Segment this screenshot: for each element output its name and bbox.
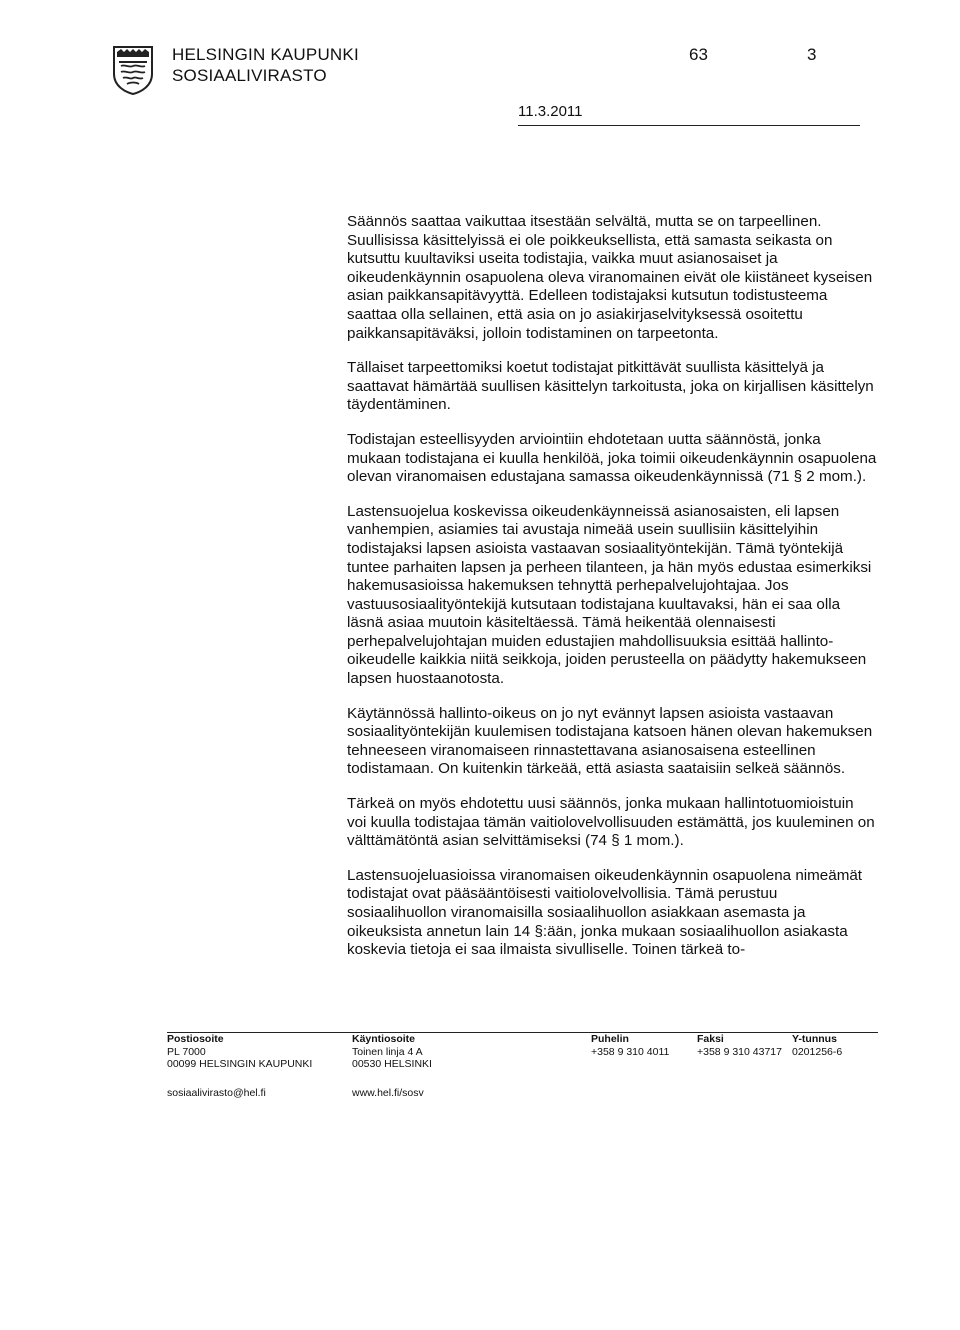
body-paragraph: Käytännössä hallinto-oikeus on jo nyt evännyt lapsen asioista vastaavan sosiaalityöntekijän kuulemisen todistajana katsoen hänen olevan hakemuksen tehneeseen viranomaiseen rinnastettavana asianosaisena esteellinen todistamaan. On kuitenkin tärkeää, että asiasta saataisiin selkeä säännös. <box>347 704 873 778</box>
footer-phone <box>591 1033 669 1058</box>
footer-phone-value: +358 9 310 4011 <box>591 1045 670 1058</box>
footer-visiting-title: Käyntiosoite <box>352 1033 416 1045</box>
footer-visiting-address <box>352 1033 432 1099</box>
footer-business-id-value: 0201256-6 <box>792 1045 843 1058</box>
document-date: 11.3.2011 <box>518 103 583 120</box>
organization-name <box>172 44 359 86</box>
body-paragraph: Tällaiset tarpeettomiksi koetut todistajat pitkittävät suullista käsittelyä ja saattavat hämärtää suullisen käsittelyn tarkoitusta, joka on kirjallisen käsittelyn täydentäminen. <box>347 359 874 414</box>
body-paragraph: Lastensuojelua koskevissa oikeudenkäynneissä asianosaisten, eli lapsen vanhempien, asiamies tai avustaja nimeää usein suullisiin käsittelyihin todistajaksi lapsen asioista vastaavan sosiaalityöntekijän. Tämä työntekijä tuntee parhaiten lapsen ja perheen tilanteen, ja hän myös edustaa esimerkiksi hakemusasioissa hakemuksen tehnyttä perhepalvelujohtajaa. Jos vastuusosiaalityöntekijä kutsutaan todistajana kuultavaksi, hän ei saa olla läsnä asiaa muutoin käsiteltäessä. Tämä heikentää olennaisesti perhepalvelujohtajan muiden edustajien mahdollisuuksia esittää hallinto-oikeudelle kaikkia niitä seikkoja, joiden perusteella on päädytty hakemukseen lapsen huostaanotosta. <box>347 502 872 688</box>
footer-business-id <box>792 1033 842 1058</box>
header-divider <box>518 125 860 126</box>
footer-website: www.hel.fi/sosv <box>352 1086 424 1099</box>
org-department: SOSIAALIVIRASTO <box>172 66 327 85</box>
footer-fax <box>697 1033 782 1058</box>
helsinki-coat-of-arms-icon <box>111 44 155 96</box>
document-number: 63 <box>689 45 708 64</box>
footer-postal-line2: 00099 HELSINGIN KAUPUNKI <box>167 1058 313 1070</box>
body-paragraph: Todistajan esteellisyyden arviointiin ehdotetaan uutta säännöstä, jonka mukaan todistajana ei kuulla henkilöä, joka toimii oikeudenkäynnin osapuolena olevan viranomaisen edustajana samassa oikeudenkäynnissä (71 § 2 mom.). <box>347 430 877 486</box>
footer-fax-value: +358 9 310 43717 <box>697 1045 782 1058</box>
footer-postal-title: Postiosoite <box>167 1033 224 1045</box>
document-body <box>347 213 877 976</box>
footer-business-id-title: Y-tunnus <box>792 1033 837 1045</box>
footer-postal-line1: PL 7000 <box>167 1045 206 1058</box>
footer-visiting-line1: Toinen linja 4 A <box>352 1045 423 1058</box>
page-number: 3 <box>807 45 817 64</box>
body-paragraph: Säännös saattaa vaikuttaa itsestään selvältä, mutta se on tarpeellinen. Suullisissa käsittelyissä ei ole poikkeuksellista, että samasta seikasta on kutsuttu kuultaviksi useita todistajia, vaikka muut asianosaiset ja oikeudenkäynnin osapuolena oleva viranomainen eivät ole kiistäneet kyseisen asian paikkansapitävyyttä. Edelleen todistajaksi kutsutun todistusteema saattaa olla sellainen, että asia on jo asiakirjaselvityksessä osoitettu paikkansapitäväksi, jolloin todistaminen on tarpeetonta. <box>347 213 873 342</box>
footer-phone-title: Puhelin <box>591 1033 629 1045</box>
footer-email: sosiaalivirasto@hel.fi <box>167 1086 266 1099</box>
body-paragraph: Tärkeä on myös ehdotettu uusi säännös, jonka mukaan hallintotuomioistuin voi kuulla todistajaa tämän vaitiolovelvollisuuden estämättä, jos kuuleminen on välttämätöntä asian selvittämiseksi (74 § 1 mom.). <box>347 795 875 850</box>
footer-fax-title: Faksi <box>697 1033 724 1045</box>
footer-visiting-line2: 00530 HELSINKI <box>352 1058 432 1070</box>
org-city: HELSINGIN KAUPUNKI <box>172 45 359 64</box>
footer-postal-address <box>167 1033 312 1099</box>
body-paragraph: Lastensuojeluasioissa viranomaisen oikeudenkäynnin osapuolena nimeämät todistajat ovat pääsääntöisesti vaitiolovelvollisia. Tämä perustuu sosiaalihuollon viranomaisilla sosiaalihuollon asiakkaan asemasta ja oikeuksista annetun lain 14 §:ään, jonka mukaan sosiaalihuollon asiakasta koskevia tietoja ei saa ilmaista sivulliselle. Toinen tärkeä to- <box>347 866 863 959</box>
